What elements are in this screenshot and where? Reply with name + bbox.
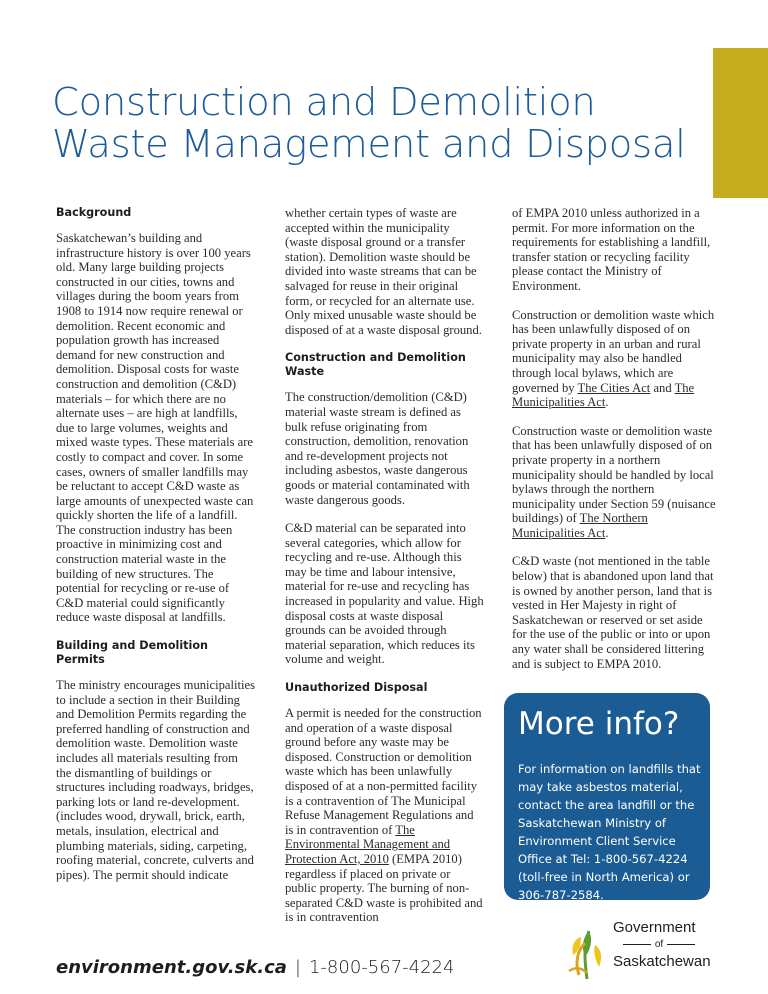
heading-background: Background xyxy=(56,206,132,219)
footer-separator: | xyxy=(294,957,301,978)
text-run: . xyxy=(605,525,609,540)
empa-act-link[interactable]: The Environmental Management and Protection Act, 2010 xyxy=(285,822,451,866)
more-info-heading: More info? xyxy=(518,706,680,742)
permits-paragraph: The ministry encourages municipalities to include a section in their Building and Demolition Permits regarding the preferred handling of construction and demolition waste. Demolition waste includes all materials resulting from the dismantling of buildings or structures including roadways, bridges, parking lots or land re-development. (includes wood, drywall, brick, earth, metals, insulation, electrical and plumbing materials, siding, carpeting, roofing material, concrete, culverts and pipes). The permit should indicate xyxy=(56,678,255,882)
column-3 xyxy=(512,206,716,681)
heading-cd-waste: Construction and Demolition Waste xyxy=(285,351,466,379)
cd-definition-paragraph: The construction/demolition (C&D) material waste stream is defined as bulk refuse originating from construction, demolition, renovation and re-development projects not including asbestos, waste dangerous goods or material contaminated with waste dangerous goods. xyxy=(285,390,470,507)
more-info-body: For information on landfills that may take asbestos material, contact the area landfill or the Saskatchewan Ministry of Environment Client Service Office at Tel: 1-800-567-4224 (toll-free in North America) or 306-787-2584. xyxy=(518,762,701,902)
northern-paragraph xyxy=(512,424,716,541)
column-2 xyxy=(285,206,485,935)
logo-text-of: of xyxy=(613,939,705,950)
title-line-2: Waste Management and Disposal xyxy=(52,122,686,167)
text-run: . xyxy=(605,395,609,410)
footer-phone: 1-800-567-4224 xyxy=(308,957,455,978)
bylaws-paragraph xyxy=(512,308,716,410)
heading-permits: Building and Demolition Permits xyxy=(56,639,209,667)
unauthorized-disposal-paragraph xyxy=(285,706,485,925)
footer xyxy=(56,957,454,978)
text-run: and xyxy=(650,380,675,395)
website-link[interactable]: environment.gov.sk.ca xyxy=(56,957,287,978)
heading-unauthorized-disposal: Unauthorized Disposal xyxy=(285,681,428,695)
title-line-1: Construction and Demolition xyxy=(52,80,596,125)
logo-text-government: Government xyxy=(613,919,696,936)
cities-act-link[interactable]: The Cities Act xyxy=(577,380,651,395)
logo-text-saskatchewan: Saskatchewan xyxy=(613,953,711,970)
page-title xyxy=(52,82,702,166)
text-run: A permit is needed for the construction and operation of a waste disposal ground before any waste may be disposed. Construction or demolition waste which has been unlawfully disposed of at a non-permitted facility is a contravention of The Municipal Refuse Management Regulations and is in contravention of xyxy=(285,706,482,837)
littering-paragraph: C&D waste (not mentioned in the table below) that is abandoned upon land that is owned by another person, land that is vested in Her Majesty in right of Saskatchewan or reserved or set aside for the use of the public or into or upon any water shall be considered littering and is subject to EMPA 2010. xyxy=(512,554,714,671)
text-run: Construction or demolition waste which has been unlawfully disposed of on private property in an urban and rural municipality may also be handled through local bylaws, which are governed by xyxy=(512,307,715,395)
wheat-sheaf-icon xyxy=(565,915,609,981)
more-info-box xyxy=(504,693,710,900)
waste-acceptance-paragraph: whether certain types of waste are accepted within the municipality (waste disposal ground or a transfer station). Demolition waste should be divided into waste streams that can be salvaged for reuse in their original form, or recycled for an alternate use. Only mixed unusable waste should be disposed of at a waste disposal ground. xyxy=(285,206,482,337)
permit-info-paragraph: of EMPA 2010 unless authorized in a permit. For more information on the requirements for establishing a landfill, transfer station or recycling facility please contact the Ministry of Environment. xyxy=(512,206,711,293)
gold-accent-bar xyxy=(713,48,768,198)
northern-municipalities-act-link[interactable]: The Northern Municipalities Act xyxy=(512,511,648,540)
text-run: (EMPA 2010) regardless if placed on private or public property. The burning of non-separated C&D waste is prohibited and is in contravention xyxy=(285,851,483,925)
text-run: Construction waste or demolition waste that has been unlawfully disposed of on private property in a northern municipality should be handled by local bylaws through the northern municipality under Section 59 (nuisance buildings) of xyxy=(512,423,716,526)
column-1 xyxy=(56,206,256,892)
municipalities-act-link[interactable]: The Municipalities Act xyxy=(512,380,695,410)
government-logo xyxy=(565,915,715,981)
cd-separation-paragraph: C&D material can be separated into several categories, which allow for recycling and re-use. Although this may be time and labour intensive, material for re-use and recycling has increased in popularity and value. High disposal costs at waste disposal grounds can be avoided through material separation, which reduces its volume and weight. xyxy=(285,521,484,667)
background-paragraph: Saskatchewan’s building and infrastructure history is over 100 years old. Many large building projects constructed in our cities, towns and villages during the boom years from 1908 to 1914 now require renewal or demolition. Recent economic and population growth has increased demand for new construction and demolition. Disposal costs for waste construction and demolition (C&D) materials – for which there are no alternate uses – are high at landfills, due to large volumes, weights and mixed waste types. These materials are costly to compact and cover. In some cases, owners of smaller landfills may be reluctant to accept C&D waste as large amounts of unexpected waste can quickly shorten the life of a landfill. The construction industry has been proactive in minimizing cost and construction material waste in the building of new structures. The potential for recycling or re-use of C&D material could significantly reduce waste disposal at landfills. xyxy=(56,231,254,625)
